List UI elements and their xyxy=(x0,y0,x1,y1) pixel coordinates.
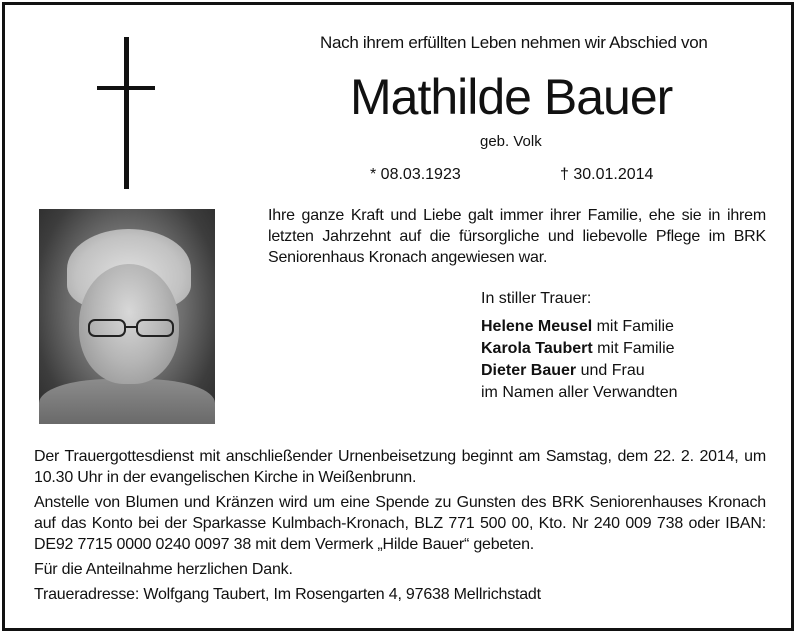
address-line: Traueradresse: Wolfgang Taubert, Im Rosengarten 4, 97638 Mellrichstadt xyxy=(34,586,541,603)
cross-horizontal-bar xyxy=(97,86,155,90)
mourner-name: Dieter Bauer xyxy=(481,362,577,379)
mourner-name: Helene Meusel xyxy=(481,318,593,335)
donation-notice: Anstelle von Blumen und Kränzen wird um eine Spende zu Gunsten des BRK Seniorenhauses Kronach auf das Konto bei der Sparkasse Kulmbach-Kronach, BLZ 771 500 00, Kto. Nr 240 009 738 oder IBAN: DE92 7715 0000 0240 0097 38 mit dem Vermerk „Hilde Bauer“ gebeten. xyxy=(34,494,766,553)
mourner-suffix: mit Familie xyxy=(592,340,675,357)
mourner-suffix: mit Familie xyxy=(592,318,674,335)
mourners-closing: im Namen aller Verwandten xyxy=(481,384,678,401)
thanks-line: Für die Anteilnahme herzlichen Dank. xyxy=(34,561,293,578)
notices-block xyxy=(34,446,766,609)
cross-vertical-bar xyxy=(124,37,129,189)
mourner-line xyxy=(481,338,761,360)
mourners-block xyxy=(481,288,761,404)
tribute-paragraph: Ihre ganze Kraft und Liebe galt immer ihrer Familie, ehe sie in ihrem letzten Jahrzehnt auf die fürsorgliche und liebevolle Pflege im BRK Seniorenhaus Kronach angewiesen war. xyxy=(268,207,766,266)
death-date: † 30.01.2014 xyxy=(560,166,654,183)
photo-shoulders xyxy=(39,379,215,424)
portrait-photo xyxy=(39,209,215,424)
intro-text: Nach ihrem erfüllten Leben nehmen wir Abschied von xyxy=(320,33,708,52)
mourner-line xyxy=(481,360,761,382)
mourners-label: In stiller Trauer: xyxy=(481,290,592,307)
mourner-suffix: und Frau xyxy=(576,362,645,379)
birth-date: * 08.03.1923 xyxy=(370,166,461,183)
deceased-name: Mathilde Bauer xyxy=(350,69,673,125)
service-notice: Der Trauergottesdienst mit anschließender Urnenbeisetzung beginnt am Samstag, dem 22. 2. 2014, um 10.30 Uhr in der evangelischen Kirche in Weißenbrunn. xyxy=(34,448,766,486)
mourner-line xyxy=(481,316,761,338)
birth-name: geb. Volk xyxy=(480,133,542,150)
glasses-icon xyxy=(87,317,175,339)
mourner-name: Karola Taubert xyxy=(481,340,593,357)
